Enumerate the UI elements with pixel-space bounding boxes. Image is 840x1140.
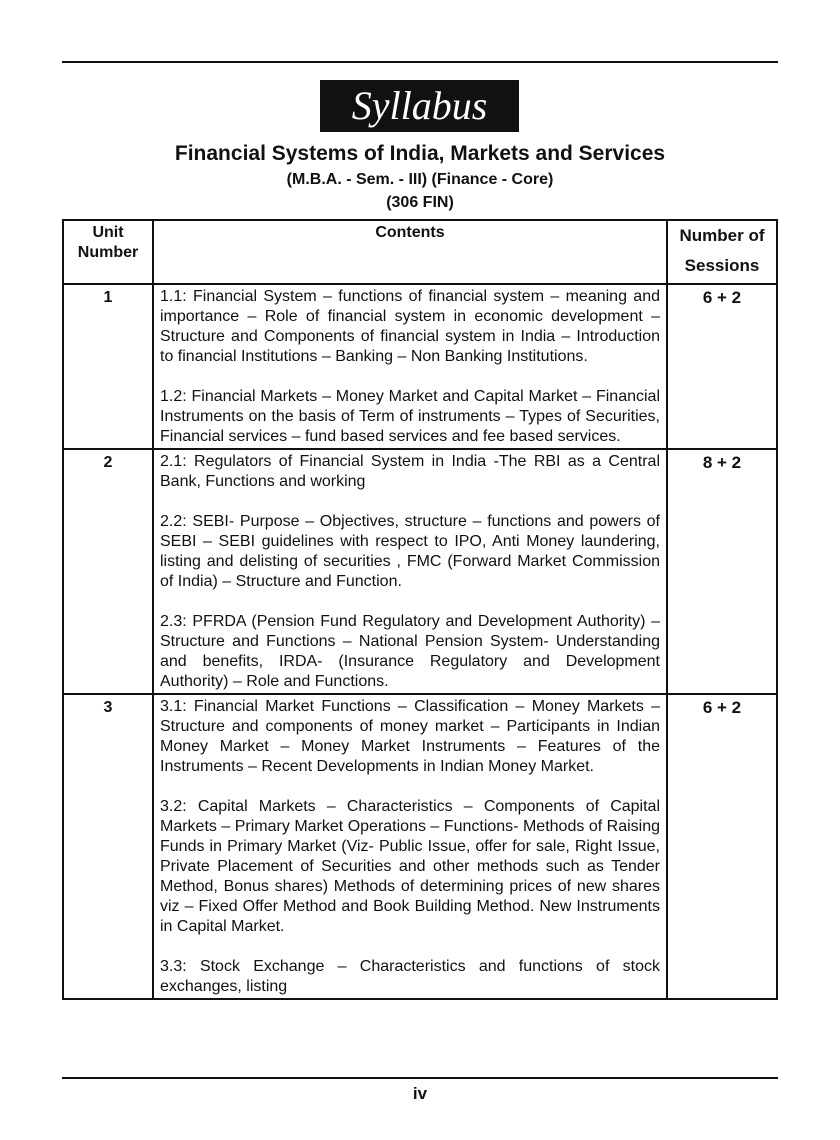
course-code: (306 FIN) (386, 194, 454, 211)
course-subtitle: (M.B.A. - Sem. - III) (Finance - Core) (286, 171, 554, 188)
content-paragraph: 3.1: Financial Market Functions – Classification – Money Markets – Structure and components of money market – Participants in Indian Money Market – Money Market Instruments – Features of the Instruments – Recent Developments in Indian Money Market. (160, 698, 660, 775)
content-paragraph: 1.2: Financial Markets – Money Market and Capital Market – Financial Instruments on the basis of Term of instruments – Types of Securities, Financial services – fund based services and fee based services. (160, 388, 660, 445)
unit-number: 1 (63, 284, 153, 449)
unit-contents (153, 284, 667, 449)
session-count: 6 + 2 (667, 694, 777, 999)
unit-contents (153, 449, 667, 694)
table-row (63, 694, 777, 999)
syllabus-table (62, 219, 778, 1000)
content-paragraph: 3.3: Stock Exchange – Characteristics and functions of stock exchanges, listing (160, 958, 660, 995)
header-sessions: Number of Sessions (667, 220, 777, 284)
content-paragraph: 3.2: Capital Markets – Characteristics – Components of Capital Markets – Primary Market Operations – Functions- Methods of Raising Funds in Primary Market (Viz- Public Issue, offer for sale, Right Issue, Private Placement of Securities and other methods such as Tender Method, Bonus shares) Methods of determining prices of new shares viz – Fixed Offer Method and Book Building Method. New Instruments in Capital Market. (160, 798, 660, 935)
content-paragraph: 2.1: Regulators of Financial System in India -The RBI as a Central Bank, Functions and working (160, 453, 660, 490)
unit-number: 2 (63, 449, 153, 694)
table-row (63, 449, 777, 694)
table-header-row (63, 220, 777, 284)
unit-number: 3 (63, 694, 153, 999)
table-row (63, 284, 777, 449)
content-paragraph: 1.1: Financial System – functions of financial system – meaning and importance – Role of financial system in economic development – Structure and Components of financial system in India – Introduction to financial Institutions – Banking – Non Banking Institutions. (160, 288, 660, 365)
unit-contents (153, 694, 667, 999)
header-contents: Contents (153, 220, 667, 284)
bottom-rule (62, 1077, 778, 1079)
page-number: iv (412, 1084, 428, 1103)
syllabus-badge: Syllabus (320, 80, 519, 132)
content-paragraph: 2.3: PFRDA (Pension Fund Regulatory and Development Authority) – Structure and Functions – National Pension System- Understanding and benefits, IRDA- (Insurance Regulatory and Development Authority) – Role and Functions. (160, 613, 660, 690)
session-count: 6 + 2 (667, 284, 777, 449)
session-count: 8 + 2 (667, 449, 777, 694)
course-title: Financial Systems of India, Markets and Services (174, 142, 666, 165)
top-rule (62, 61, 778, 63)
content-paragraph: 2.2: SEBI- Purpose – Objectives, structure – functions and powers of SEBI – SEBI guidelines with respect to IPO, Anti Money laundering, listing and delisting of securities , FMC (Forward Market Commission of India) – Structure and Function. (160, 513, 660, 590)
header-unit-number: Unit Number (63, 220, 153, 284)
